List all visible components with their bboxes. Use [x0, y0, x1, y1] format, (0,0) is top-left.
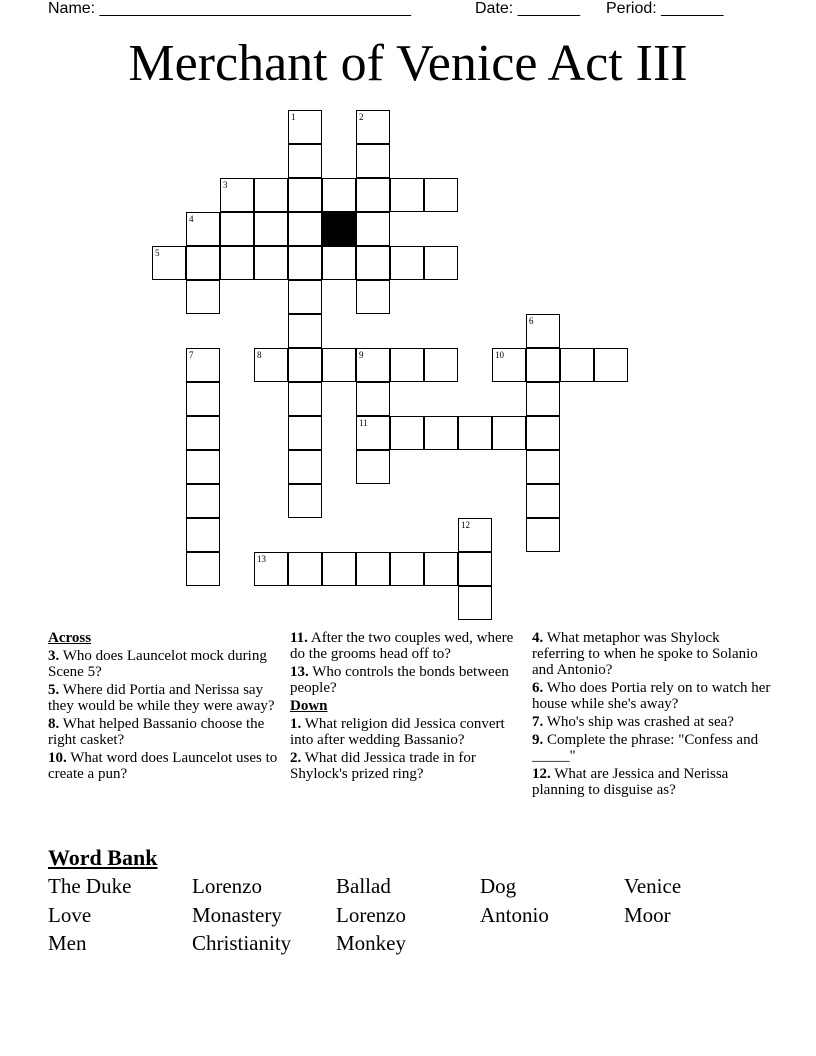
clue-across-10: 10. What word does Launcelot uses to create a pun?: [48, 750, 278, 782]
grid-cell[interactable]: [356, 552, 390, 586]
grid-cell[interactable]: [492, 348, 526, 382]
word-bank-item: Lorenzo: [192, 874, 262, 898]
grid-cell[interactable]: [288, 178, 322, 212]
clue-column-2: [290, 630, 522, 784]
grid-cell[interactable]: [356, 280, 390, 314]
grid-cell[interactable]: [356, 246, 390, 280]
grid-block: [322, 212, 356, 246]
grid-cell[interactable]: [594, 348, 628, 382]
grid-cell[interactable]: [254, 348, 288, 382]
grid-cell[interactable]: [356, 416, 390, 450]
grid-cell[interactable]: [288, 212, 322, 246]
grid-cell[interactable]: [390, 178, 424, 212]
grid-cell[interactable]: [254, 246, 288, 280]
grid-cell[interactable]: [390, 246, 424, 280]
grid-cell[interactable]: [424, 246, 458, 280]
grid-cell[interactable]: [526, 416, 560, 450]
grid-cell[interactable]: [526, 450, 560, 484]
date-field[interactable]: Date: _______: [475, 0, 580, 17]
grid-cell[interactable]: [186, 246, 220, 280]
cell-number: 13: [257, 554, 266, 564]
grid-cell[interactable]: [356, 178, 390, 212]
cell-number: 8: [257, 350, 262, 360]
clue-across-11: 11. After the two couples wed, where do the grooms head off to?: [290, 630, 514, 662]
down-heading: Down: [290, 698, 328, 714]
word-bank: [48, 872, 768, 958]
word-bank-item: Monkey: [336, 931, 406, 955]
grid-cell[interactable]: [186, 382, 220, 416]
grid-cell[interactable]: [526, 348, 560, 382]
grid-cell[interactable]: [458, 416, 492, 450]
grid-cell[interactable]: [220, 212, 254, 246]
word-bank-title: Word Bank: [48, 845, 158, 870]
grid-cell[interactable]: [288, 382, 322, 416]
grid-cell[interactable]: [322, 246, 356, 280]
grid-cell[interactable]: [152, 246, 186, 280]
clue-down-4: 4. What metaphor was Shylock referring to when he spoke to Solanio and Antonio?: [532, 630, 758, 678]
period-field[interactable]: Period: _______: [606, 0, 724, 17]
grid-cell[interactable]: [424, 552, 458, 586]
grid-cell[interactable]: [220, 246, 254, 280]
grid-cell[interactable]: [288, 416, 322, 450]
grid-cell[interactable]: [424, 348, 458, 382]
grid-cell[interactable]: [322, 552, 356, 586]
grid-cell[interactable]: [186, 518, 220, 552]
grid-cell[interactable]: [356, 110, 390, 144]
word-bank-item: Lorenzo: [336, 902, 406, 927]
cell-number: 9: [359, 350, 364, 360]
grid-cell[interactable]: [526, 382, 560, 416]
grid-cell[interactable]: [356, 382, 390, 416]
cell-number: 3: [223, 180, 228, 190]
grid-cell[interactable]: [288, 144, 322, 178]
clue-down-9: 9. Complete the phrase: "Confess and _____": [532, 732, 759, 764]
word-bank-item: Christianity: [192, 931, 292, 955]
word-bank-item: Ballad: [336, 874, 391, 898]
grid-cell[interactable]: [288, 552, 322, 586]
cell-number: 4: [189, 214, 194, 224]
grid-cell[interactable]: [254, 212, 288, 246]
clue-column-1: [48, 630, 280, 784]
grid-cell[interactable]: [390, 348, 424, 382]
clues-section: [48, 630, 778, 840]
word-bank-item: The Duke: [48, 874, 132, 898]
grid-cell[interactable]: [526, 314, 560, 348]
word-bank-item: Moor: [624, 902, 671, 927]
clue-down-6: 6. Who does Portia rely on to watch her house while she's away?: [532, 680, 771, 712]
grid-cell[interactable]: [186, 552, 220, 586]
grid-cell[interactable]: [390, 416, 424, 450]
word-bank-item: Dog: [480, 874, 517, 898]
grid-cell[interactable]: [186, 212, 220, 246]
word-bank-item: Venice: [624, 874, 682, 898]
grid-cell[interactable]: [356, 348, 390, 382]
grid-cell[interactable]: [390, 552, 424, 586]
grid-cell[interactable]: [356, 144, 390, 178]
grid-cell[interactable]: [458, 586, 492, 620]
cell-number: 2: [359, 112, 364, 122]
word-bank-item: Antonio: [480, 902, 549, 927]
clue-across-8: 8. What helped Bassanio choose the right casket?: [48, 716, 265, 748]
grid-cell[interactable]: [186, 484, 220, 518]
grid-cell[interactable]: [220, 178, 254, 212]
grid-cell[interactable]: [356, 212, 390, 246]
grid-cell[interactable]: [492, 416, 526, 450]
across-heading: Across: [48, 630, 92, 646]
grid-cell[interactable]: [288, 280, 322, 314]
cell-number: 11: [359, 418, 368, 428]
cell-number: 7: [189, 350, 194, 360]
clue-across-5: 5. Where did Portia and Nerissa say they would be while they were away?: [48, 682, 275, 714]
grid-cell[interactable]: [322, 348, 356, 382]
grid-cell[interactable]: [458, 552, 492, 586]
grid-cell[interactable]: [526, 484, 560, 518]
cell-number: 10: [495, 350, 504, 360]
grid-cell[interactable]: [254, 552, 288, 586]
grid-cell[interactable]: [186, 450, 220, 484]
clue-down-2: 2. What did Jessica trade in for Shylock's prized ring?: [290, 750, 476, 782]
grid-cell[interactable]: [356, 450, 390, 484]
grid-cell[interactable]: [288, 110, 322, 144]
cell-number: 6: [529, 316, 534, 326]
grid-cell[interactable]: [560, 348, 594, 382]
clue-down-7: 7. Who's ship was crashed at sea?: [532, 714, 734, 730]
grid-cell[interactable]: [186, 416, 220, 450]
word-bank-item: Men: [48, 931, 87, 955]
grid-cell[interactable]: [288, 246, 322, 280]
grid-cell[interactable]: [424, 178, 458, 212]
grid-cell[interactable]: [254, 178, 288, 212]
grid-cell[interactable]: [458, 518, 492, 552]
grid-cell[interactable]: [288, 314, 322, 348]
clue-down-1: 1. What religion did Jessica convert into after wedding Bassanio?: [290, 716, 505, 748]
word-bank-item: Monastery: [192, 902, 282, 927]
grid-cell[interactable]: [288, 348, 322, 382]
clue-column-3: [532, 630, 772, 800]
cell-number: 5: [155, 248, 160, 258]
grid-cell[interactable]: [186, 280, 220, 314]
name-field[interactable]: Name: ___________________________________: [48, 0, 412, 17]
grid-cell[interactable]: [526, 518, 560, 552]
clue-across-13: 13. Who controls the bonds between people?: [290, 664, 509, 696]
cell-number: 1: [291, 112, 296, 122]
word-bank-item: Love: [48, 902, 92, 927]
grid-cell[interactable]: [322, 178, 356, 212]
clue-across-3: 3. Who does Launcelot mock during Scene 5?: [48, 648, 267, 680]
clue-down-12: 12. What are Jessica and Nerissa planning to disguise as?: [532, 766, 729, 798]
page-title: Merchant of Venice Act III: [128, 35, 688, 92]
grid-cell[interactable]: [186, 348, 220, 382]
grid-cell[interactable]: [288, 484, 322, 518]
cell-number: 12: [461, 520, 470, 530]
grid-cell[interactable]: [424, 416, 458, 450]
grid-cell[interactable]: [288, 450, 322, 484]
